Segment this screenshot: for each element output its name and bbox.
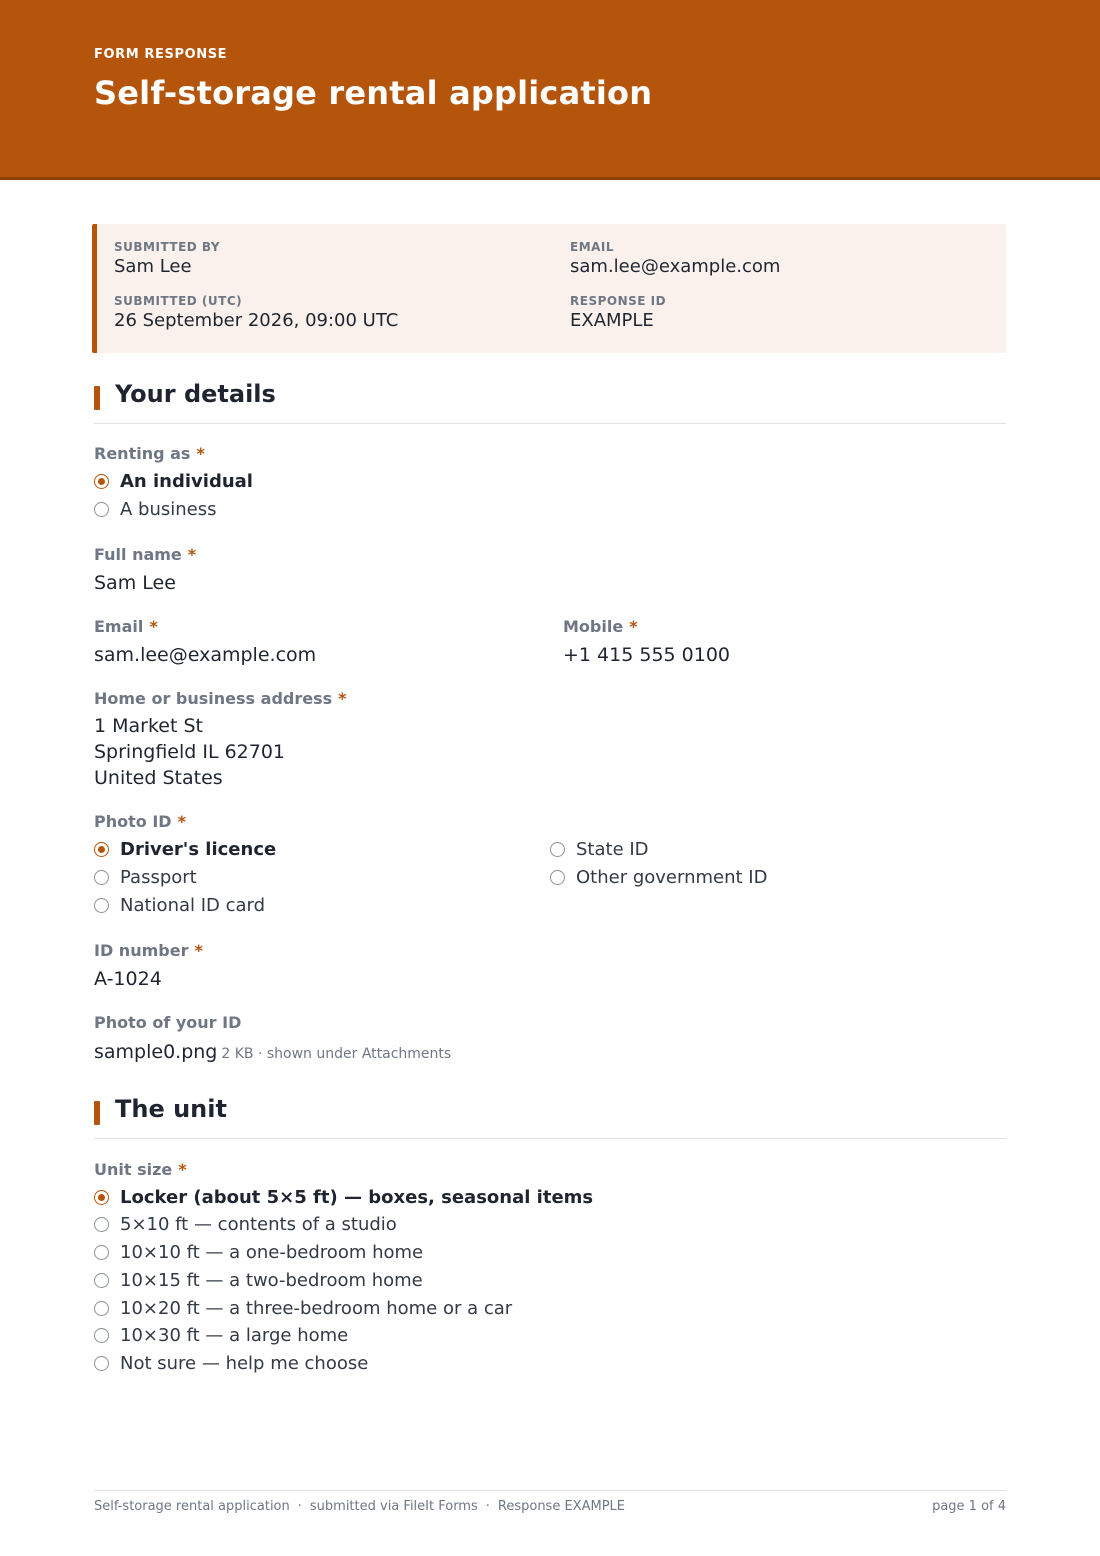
meta-email-label: EMAIL (570, 240, 615, 254)
id-number-label (94, 941, 203, 960)
field-label-text: Email (94, 617, 144, 636)
unit-size-option-10x30[interactable] (94, 1323, 348, 1347)
page-title: Self-storage rental application (94, 74, 653, 112)
submitted-by-cell (114, 240, 220, 277)
id-number-value: A-1024 (94, 968, 162, 990)
radio-empty-icon (94, 870, 109, 885)
field-label-text: Renting as (94, 444, 191, 463)
mobile-value: +1 415 555 0100 (563, 644, 731, 666)
option-label: 10×30 ft — a large home (120, 1324, 349, 1346)
required-marker: * (629, 617, 638, 636)
photo-id-option-drivers-licence[interactable] (94, 837, 276, 861)
radio-empty-icon (94, 1273, 109, 1288)
mobile-label (563, 617, 638, 636)
header-eyebrow: FORM RESPONSE (94, 47, 228, 62)
option-label: Other government ID (576, 866, 768, 888)
photo-id-option-national-id[interactable] (94, 893, 265, 917)
required-marker: * (194, 941, 203, 960)
full-name-value: Sam Lee (94, 572, 176, 594)
id-photo-label: Photo of your ID (94, 1013, 242, 1032)
photo-id-option-passport[interactable] (94, 865, 197, 889)
page-footer (94, 1490, 1006, 1514)
option-label: 10×10 ft — a one-bedroom home (120, 1241, 424, 1263)
section-title: Your details (115, 380, 276, 408)
submitted-by-value: Sam Lee (114, 256, 192, 277)
form-header (0, 0, 1100, 180)
unit-size-label (94, 1160, 187, 1179)
option-label: A business (120, 498, 217, 520)
photo-id-option-other[interactable] (550, 865, 767, 889)
required-marker: * (149, 617, 158, 636)
footer-form-name: Self-storage rental application (94, 1499, 290, 1514)
option-label: Passport (120, 866, 197, 888)
section-accent-bar (94, 386, 100, 410)
option-label: 10×15 ft — a two-bedroom home (120, 1269, 423, 1291)
submitted-by-label: SUBMITTED BY (114, 240, 221, 254)
submitted-date-cell (114, 294, 398, 331)
photo-id-label (94, 812, 186, 831)
submitted-date-value: 26 September 2026, 09:00 UTC (114, 310, 399, 331)
field-label-text: Home or business address (94, 689, 333, 708)
footer-response: Response EXAMPLE (497, 1499, 625, 1514)
field-label-text: Unit size (94, 1160, 173, 1179)
option-label: 5×10 ft — contents of a studio (120, 1213, 397, 1235)
response-id-cell (570, 294, 666, 331)
email-label (94, 617, 158, 636)
footer-info (94, 1499, 625, 1514)
submitted-date-label: SUBMITTED (UTC) (114, 294, 243, 308)
required-marker: * (177, 812, 186, 831)
required-marker: * (338, 689, 347, 708)
email-value: sam.lee@example.com (94, 644, 317, 666)
meta-email-value: sam.lee@example.com (570, 256, 781, 277)
response-id-label: RESPONSE ID (570, 294, 667, 308)
address-label (94, 689, 347, 708)
radio-selected-icon (94, 474, 109, 489)
address-value (94, 713, 285, 791)
address-line: United States (94, 767, 223, 789)
renting-as-option-individual[interactable] (94, 469, 253, 493)
radio-empty-icon (94, 1217, 109, 1232)
section-accent-bar (94, 1101, 100, 1125)
radio-empty-icon (94, 898, 109, 913)
renting-as-option-business[interactable] (94, 497, 217, 521)
footer-separator: · (485, 1499, 490, 1514)
option-label: National ID card (120, 894, 266, 916)
option-label: 10×20 ft — a three-bedroom home or a car (120, 1297, 513, 1319)
id-photo-attachment[interactable] (94, 1039, 451, 1067)
radio-empty-icon (94, 1356, 109, 1371)
option-label: Locker (about 5×5 ft) — boxes, seasonal items (120, 1186, 594, 1208)
footer-separator: · (297, 1499, 302, 1514)
radio-empty-icon (550, 842, 565, 857)
attachment-meta: 2 KB · shown under Attachments (221, 1046, 452, 1062)
required-marker: * (196, 444, 205, 463)
section-your-details (94, 380, 1006, 424)
radio-empty-icon (94, 1328, 109, 1343)
email-cell (570, 240, 780, 277)
required-marker: * (187, 545, 197, 564)
address-line: Springfield IL 62701 (94, 741, 286, 763)
address-line: 1 Market St (94, 715, 203, 737)
radio-selected-icon (94, 842, 109, 857)
radio-empty-icon (94, 502, 109, 517)
radio-empty-icon (94, 1301, 109, 1316)
option-label: Driver's licence (120, 838, 277, 860)
field-label-text: Full name (94, 545, 182, 564)
unit-size-option-locker[interactable] (94, 1185, 593, 1209)
section-title: The unit (115, 1095, 227, 1123)
unit-size-option-10x15[interactable] (94, 1268, 423, 1292)
required-marker: * (178, 1160, 187, 1179)
footer-via: submitted via FileIt Forms (309, 1499, 478, 1514)
radio-selected-icon (94, 1190, 109, 1205)
option-label: Not sure — help me choose (120, 1352, 369, 1374)
radio-empty-icon (94, 1245, 109, 1260)
option-label: State ID (576, 838, 649, 860)
radio-empty-icon (550, 870, 565, 885)
photo-id-option-state-id[interactable] (550, 837, 649, 861)
field-label-text: Photo ID (94, 812, 172, 831)
full-name-label (94, 545, 196, 564)
option-label: An individual (120, 470, 253, 492)
submission-meta-card (92, 224, 1006, 353)
renting-as-label (94, 444, 205, 463)
response-id-value: EXAMPLE (570, 310, 654, 331)
attachment-filename: sample0.png (94, 1041, 218, 1063)
section-the-unit (94, 1095, 1006, 1139)
field-label-text: Mobile (563, 617, 624, 636)
page-number: page 1 of 4 (932, 1499, 1006, 1514)
unit-size-option-5x10[interactable] (94, 1212, 397, 1236)
field-label-text: ID number (94, 941, 189, 960)
unit-size-option-10x10[interactable] (94, 1240, 423, 1264)
unit-size-option-not-sure[interactable] (94, 1351, 368, 1375)
unit-size-option-10x20[interactable] (94, 1296, 512, 1320)
